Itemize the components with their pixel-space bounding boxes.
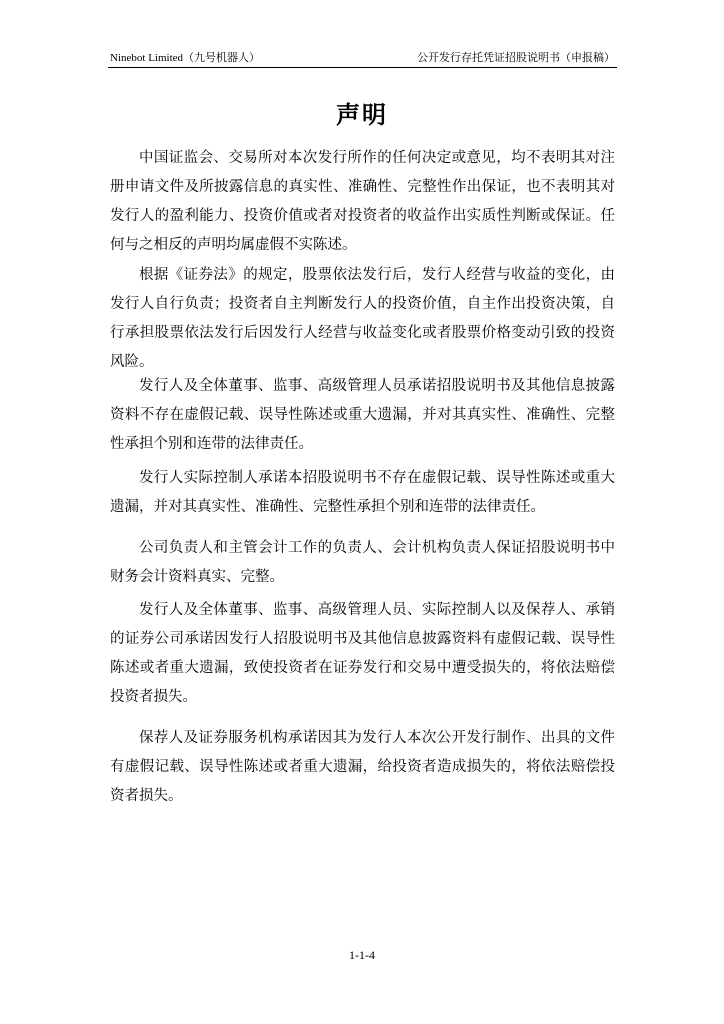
statement-paragraph [110, 464, 615, 522]
header-divider [108, 67, 617, 68]
paragraph-line: 资者损失。 [110, 788, 183, 804]
paragraph-line: 行承担股票依法发行后因发行人经营与收益变化或者股票价格变动引致的投资 [110, 325, 615, 341]
statement-paragraph [110, 534, 615, 592]
paragraph-line: 财务会计资料真实、完整。 [110, 569, 284, 585]
paragraph-line: 发行人及全体董事、监事、高级管理人员承诺招股说明书及其他信息披露 [139, 378, 615, 394]
statement-paragraph [110, 261, 615, 377]
paragraph-line: 的证券公司承诺因发行人招股说明书及其他信息披露资料有虚假记载、误导性 [110, 631, 615, 647]
paragraph-line: 陈述或者重大遗漏，致使投资者在证券发行和交易中遭受损失的，将依法赔偿 [110, 660, 615, 676]
paragraph-line: 性承担个别和连带的法律责任。 [110, 436, 313, 452]
paragraph-line: 资料不存在虚假记载、误导性陈述或重大遗漏，并对其真实性、准确性、完整 [110, 407, 615, 423]
paragraph-line: 遗漏，并对其真实性、准确性、完整性承担个别和连带的法律责任。 [110, 499, 545, 515]
statement-paragraph [110, 372, 615, 459]
paragraph-line: 中国证监会、交易所对本次发行所作的任何决定或意见，均不表明其对注 [139, 150, 615, 166]
page-title: 声明 [336, 100, 388, 129]
paragraph-line: 根据《证券法》的规定，股票依法发行后，发行人经营与收益的变化，由 [139, 267, 615, 283]
paragraph-line: 发行人的盈利能力、投资价值或者对投资者的收益作出实质性判断或保证。任 [110, 208, 615, 224]
page-number: 1-1-4 [349, 948, 375, 962]
paragraph-line: 何与之相反的声明均属虚假不实陈述。 [110, 237, 357, 253]
paragraph-line: 风险。 [110, 354, 154, 370]
header-company-name: Ninebot Limited（九号机器人） [110, 52, 261, 64]
paragraph-line: 发行人实际控制人承诺本招股说明书不存在虚假记载、误导性陈述或重大 [139, 470, 615, 486]
paragraph-line: 发行人及全体董事、监事、高级管理人员、实际控制人以及保荐人、承销 [139, 602, 615, 618]
paragraph-line: 投资者损失。 [110, 689, 197, 705]
statement-paragraph [110, 724, 615, 811]
paragraph-line: 公司负责人和主管会计工作的负责人、会计机构负责人保证招股说明书中 [139, 540, 615, 556]
header-document-title: 公开发行存托凭证招股说明书（申报稿） [417, 52, 615, 64]
paragraph-line: 保荐人及证券服务机构承诺因其为发行人本次公开发行制作、出具的文件 [139, 730, 615, 746]
statement-paragraph [110, 144, 615, 260]
paragraph-line: 册申请文件及所披露信息的真实性、准确性、完整性作出保证，也不表明其对 [110, 179, 615, 195]
statement-paragraph [110, 596, 615, 712]
paragraph-line: 有虚假记载、误导性陈述或者重大遗漏，给投资者造成损失的，将依法赔偿投 [110, 759, 615, 775]
paragraph-line: 发行人自行负责；投资者自主判断发行人的投资价值，自主作出投资决策，自 [110, 296, 615, 312]
